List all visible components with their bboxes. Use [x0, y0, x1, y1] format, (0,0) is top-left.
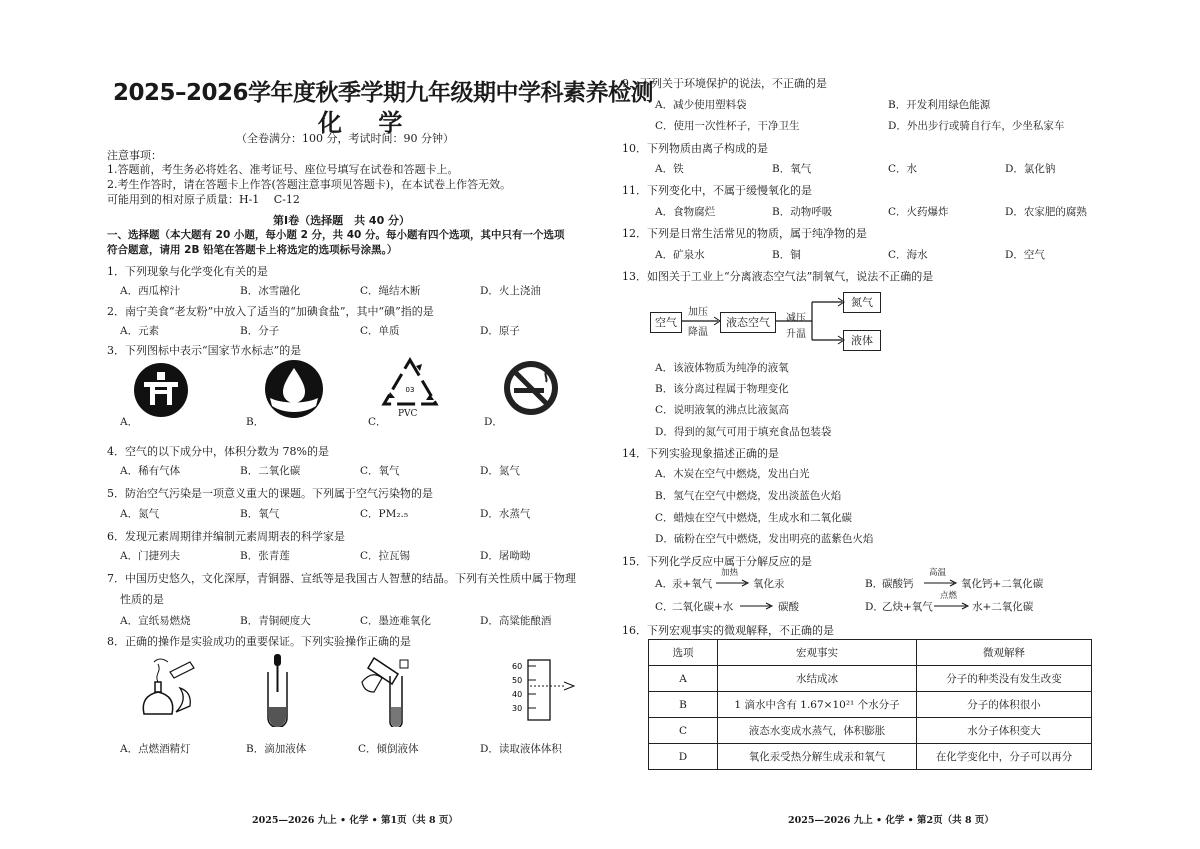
- graduated-cylinder-illustration: [500, 658, 580, 724]
- q10-option-b: B．氧气: [772, 163, 812, 175]
- lighting-alcohol-lamp-illustration: [130, 652, 200, 722]
- q4-stem: 4．空气的以下成分中，体积分数为 78%的是: [107, 445, 329, 458]
- cyl-tick-60: 60: [512, 662, 523, 671]
- row-c-fact: 液态水变成水蒸气，体积膨胀: [718, 718, 917, 744]
- q10-option-d: D．氯化钠: [1005, 163, 1056, 175]
- row-c-option: C: [649, 718, 718, 744]
- q3-option-b: B．: [246, 416, 265, 428]
- no-smoking-icon-d: [500, 358, 562, 418]
- q6-option-c: C．拉瓦锡: [360, 550, 411, 562]
- q8-option-a: A．点燃酒精灯: [120, 743, 191, 755]
- q15-d-condition: 点燃: [940, 591, 958, 601]
- q15-c-arrow: [740, 601, 774, 611]
- q3-option-a: A．: [120, 416, 139, 428]
- q8-option-d: D．读取液体体积: [480, 743, 562, 755]
- flow-arrows: [682, 296, 848, 356]
- q11-option-d: D．农家肥的腐熟: [1005, 206, 1087, 218]
- flow-step1-top: 加压: [688, 307, 708, 318]
- q7-stem: 7．中国历史悠久，文化深厚，青铜器、宣纸等是我国古人智慧的结晶。下列有关性质中属于物理: [107, 572, 576, 585]
- q15-a-products: 氧化汞: [753, 578, 785, 590]
- pvc-label: PVC: [398, 409, 418, 419]
- q5-stem: 5．防治空气污染是一项意义重大的课题。下列属于空气污染物的是: [107, 487, 433, 500]
- q15-option-a-label: A．: [655, 578, 674, 590]
- cyl-tick-30: 30: [512, 704, 523, 713]
- table-row: [649, 692, 1092, 718]
- q1-option-a: A．西瓜榨汁: [120, 285, 181, 297]
- q1-option-c: C．绳结木断: [360, 285, 421, 297]
- q15-b-reactants: 碳酸钙: [882, 578, 914, 590]
- q15-a-reactants: 汞+氧气: [672, 578, 713, 590]
- water-drop-hand-icon-b: [262, 358, 326, 420]
- q14-stem: 14．下列实验现象描述正确的是: [622, 447, 779, 460]
- page-2: [610, 0, 1200, 849]
- q3-option-d: D．: [484, 416, 503, 428]
- q1-stem: 1．下列现象与化学变化有关的是: [107, 265, 268, 278]
- row-a-explanation: 分子的种类没有发生改变: [917, 666, 1092, 692]
- exam-title: 2025–2026学年度秋季学期九年级期中学科素养检测: [113, 80, 654, 106]
- q15-a-condition: 加热: [721, 568, 739, 578]
- q13-option-d: D．得到的氮气可用于填充食品包装袋: [655, 426, 832, 438]
- q1-option-d: D．火上浇油: [480, 285, 541, 297]
- q5-option-a: A．氮气: [120, 508, 160, 520]
- q2-stem: 2．南宁美食“老友粉”中放入了适当的“加碘食盐”，其中“碘”指的是: [107, 305, 434, 318]
- q13-option-a: A．该液体物质为纯净的液氧: [655, 362, 789, 374]
- table-header-row: [649, 640, 1092, 666]
- flow-air-box: 空气: [650, 312, 682, 333]
- row-b-explanation: 分子的体积很小: [917, 692, 1092, 718]
- dropping-liquid-illustration: [258, 652, 298, 727]
- q6-stem: 6．发现元素周期律并编制元素周期表的科学家是: [107, 530, 345, 543]
- q4-option-b: B．二氧化碳: [240, 465, 301, 477]
- q4-option-d: D．氮气: [480, 465, 520, 477]
- q10-option-c: C．水: [888, 163, 918, 175]
- section-intro-2: 符合题意，请用 2B 铅笔在答题卡上将选定的选项标号涂黑。）: [107, 244, 398, 256]
- q9-stem: 9．下列关于环境保护的说法，不正确的是: [622, 77, 827, 90]
- table-row: [649, 718, 1092, 744]
- q15-b-arrow: [924, 578, 958, 588]
- q8-option-b: B．滴加液体: [246, 743, 307, 755]
- flow-step2-bottom: 升温: [786, 329, 806, 340]
- header-micro-explanation: 微观解释: [917, 640, 1092, 666]
- q14-option-c: C．蜡烛在空气中燃烧，生成水和二氧化碳: [655, 512, 853, 524]
- q6-option-b: B．张青莲: [240, 550, 290, 562]
- q2-option-a: A．元素: [120, 325, 160, 337]
- q15-d-products: 水+二氧化碳: [972, 601, 1034, 613]
- q3-stem: 3．下列图标中表示“国家节水标志”的是: [107, 344, 302, 357]
- q2-option-b: B．分子: [240, 325, 280, 337]
- q9-option-d: D．外出步行或骑自行车，少坐私家车: [888, 120, 1065, 132]
- q11-stem: 11．下列变化中，不属于缓慢氧化的是: [622, 184, 812, 197]
- footer-page-2: 2025—2026 九上 • 化学 • 第2页（共 8 页）: [788, 815, 994, 826]
- note-line-2: 2.考生作答时，请在答题卡上作答(答题注意事项见答题卡)，在本试卷上作答无效。: [107, 178, 512, 191]
- q5-option-c: C．PM₂.₅: [360, 508, 409, 520]
- q15-b-condition: 高温: [929, 568, 947, 578]
- row-d-fact: 氧化汞受热分解生成汞和氧气: [718, 744, 917, 770]
- row-a-fact: 水结成冰: [718, 666, 917, 692]
- q12-option-a: A．矿泉水: [655, 249, 705, 261]
- q15-a-arrow: [716, 578, 750, 588]
- q14-option-d: D．硫粉在空气中燃烧，发出明亮的蓝紫色火焰: [655, 533, 874, 545]
- q16-stem: 16．下列宏观事实的微观解释，不正确的是: [622, 624, 834, 637]
- q8-stem: 8．正确的操作是实验成功的重要保证。下列实验操作正确的是: [107, 635, 411, 648]
- pvc-number: 03: [405, 386, 415, 394]
- q15-option-d-label: D．: [865, 601, 884, 613]
- cyl-tick-40: 40: [512, 690, 523, 699]
- flow-nitrogen-box: 氮气: [843, 292, 881, 313]
- exam-meta: （全卷满分：100 分，考试时间：90 分钟）: [236, 132, 454, 145]
- flow-liquid-air-box: 液态空气: [720, 312, 776, 333]
- q10-option-a: A．铁: [655, 163, 684, 175]
- q7-option-d: D．高粱能酿酒: [480, 615, 552, 627]
- q13-stem: 13．如图关于工业上“分离液态空气法”制氧气，说法不正确的是: [622, 270, 934, 283]
- q7-option-a: A．宣纸易燃烧: [120, 615, 191, 627]
- q7-option-c: C．墨迹难氧化: [360, 615, 432, 627]
- header-option: 选项: [649, 640, 718, 666]
- q15-b-products: 氧化钙+二氧化碳: [961, 578, 1044, 590]
- table-row: [649, 666, 1092, 692]
- q6-option-a: A．门捷列夫: [120, 550, 181, 562]
- q8-option-c: C．倾倒液体: [358, 743, 419, 755]
- q6-option-d: D．屠呦呦: [480, 550, 531, 562]
- q4-option-a: A．稀有气体: [120, 465, 181, 477]
- footer-page-1: 2025—2026 九上 • 化学 • 第1页（共 8 页）: [252, 815, 458, 826]
- q12-option-b: B．铜: [772, 249, 801, 261]
- q9-option-c: C．使用一次性杯子，干净卫生: [655, 120, 800, 132]
- q7-stem-cont: 性质的是: [120, 593, 164, 606]
- q15-stem: 15．下列化学反应中属于分解反应的是: [622, 555, 812, 568]
- q15-d-reactants: 乙炔+氧气: [882, 601, 933, 613]
- q13-option-c: C．说明液氧的沸点比液氮高: [655, 404, 790, 416]
- notes-title: 注意事项：: [107, 149, 162, 162]
- q4-option-c: C．氧气: [360, 465, 400, 477]
- row-d-explanation: 在化学变化中，分子可以再分: [917, 744, 1092, 770]
- part-title: 第Ⅰ卷（选择题 共 40 分）: [273, 214, 411, 227]
- q15-c-reactants: 二氧化碳+水: [672, 601, 734, 613]
- q11-option-a: A．食物腐烂: [655, 206, 716, 218]
- q7-option-b: B．青铜硬度大: [240, 615, 311, 627]
- q14-option-a: A．木炭在空气中燃烧，发出白光: [655, 468, 810, 480]
- recycle-pvc-icon-c: [378, 354, 442, 412]
- q5-option-b: B．氧气: [240, 508, 280, 520]
- subject-title: 化 学: [318, 109, 417, 137]
- explanation-table: [648, 639, 1092, 770]
- q10-stem: 10．下列物质由离子构成的是: [622, 142, 768, 155]
- row-a-option: A: [649, 666, 718, 692]
- row-b-option: B: [649, 692, 718, 718]
- atomic-mass-note: 可能用到的相对原子质量：H-1 C-12: [107, 193, 300, 206]
- pouring-liquid-illustration: [354, 652, 424, 727]
- row-c-explanation: 水分子体积变大: [917, 718, 1092, 744]
- flow-step1-bottom: 降温: [688, 327, 708, 338]
- row-b-fact: 1 滴水中含有 1.67×10²¹ 个水分子: [718, 692, 917, 718]
- cyl-tick-50: 50: [512, 676, 523, 685]
- q3-option-c: C．: [368, 416, 387, 428]
- header-macro-fact: 宏观事实: [718, 640, 917, 666]
- q1-option-b: B．冰雪融化: [240, 285, 301, 297]
- q2-option-d: D．原子: [480, 325, 520, 337]
- row-d-option: D: [649, 744, 718, 770]
- q15-d-arrow: [934, 601, 970, 611]
- q11-option-c: C．火药爆炸: [888, 206, 949, 218]
- q11-option-b: B．动物呼吸: [772, 206, 833, 218]
- note-line-1: 1.答题前，考生务必将姓名、准考证号、座位号填写在试卷和答题卡上。: [107, 163, 459, 176]
- q12-option-d: D．空气: [1005, 249, 1045, 261]
- water-saving-icon-a: [130, 360, 192, 420]
- q13-option-b: B．该分离过程属于物理变化: [655, 383, 789, 395]
- q12-option-c: C．海水: [888, 249, 928, 261]
- q2-option-c: C．单质: [360, 325, 400, 337]
- section-intro-1: 一、选择题（本大题有 20 小题，每小题 2 分，共 40 分。每小题有四个选项，其中只有一个选项: [107, 229, 565, 241]
- flow-liquid-box: 液体: [843, 330, 881, 351]
- q9-option-a: A．减少使用塑料袋: [655, 99, 747, 111]
- q12-stem: 12．下列是日常生活常见的物质，属于纯净物的是: [622, 227, 867, 240]
- q15-c-products: 碳酸: [778, 601, 799, 613]
- q15-option-b-label: B．: [865, 578, 884, 590]
- q9-option-b: B．开发利用绿色能源: [888, 99, 991, 111]
- table-row: [649, 744, 1092, 770]
- flow-step2-top: 减压: [786, 313, 806, 324]
- q5-option-d: D．水蒸气: [480, 508, 531, 520]
- q15-option-c-label: C．: [655, 601, 674, 613]
- q14-option-b: B．氢气在空气中燃烧，发出淡蓝色火焰: [655, 490, 842, 502]
